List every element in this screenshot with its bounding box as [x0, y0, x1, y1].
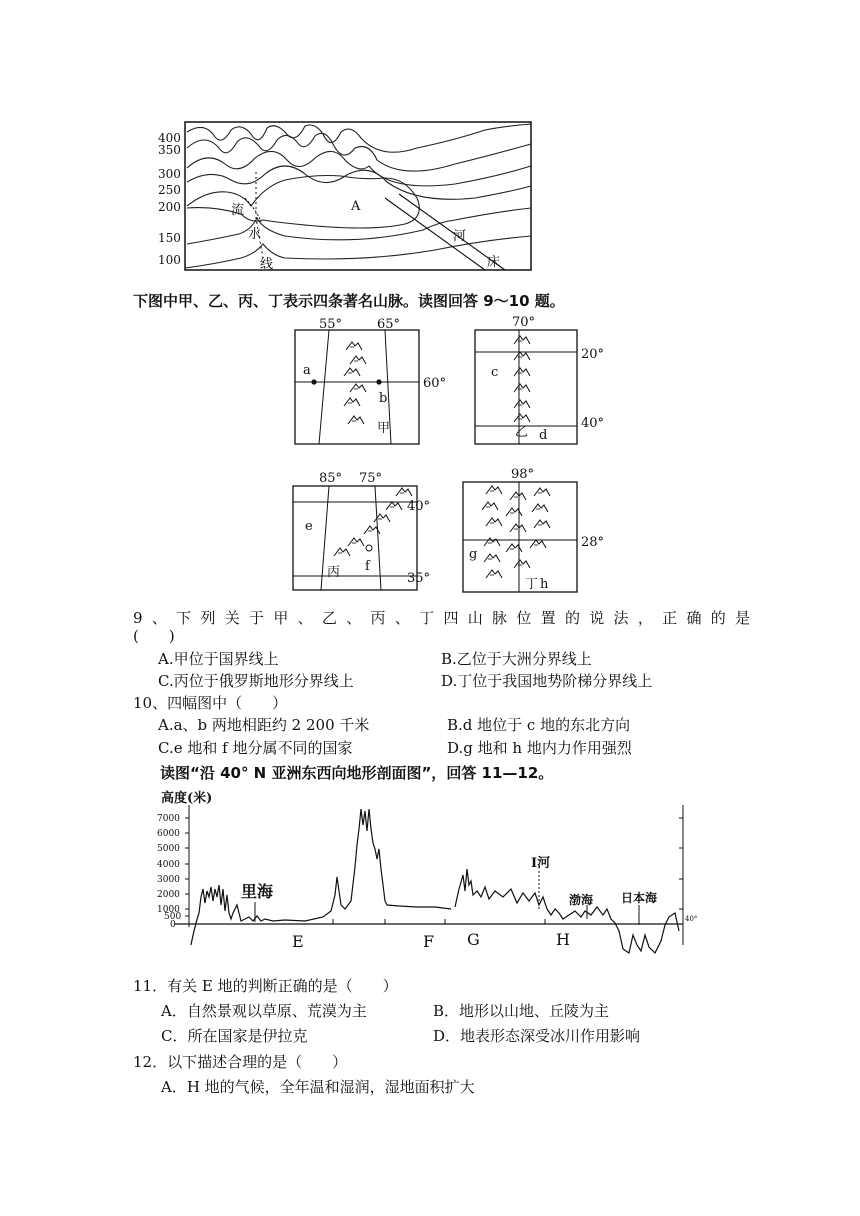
intro-9-10: 下图中甲、乙、丙、丁表示四条著名山脉。读图回答 9～10 题。: [133, 292, 565, 310]
yi-name: 乙: [515, 425, 529, 440]
yi-lat-top: 20°: [581, 347, 605, 362]
flow-label-3: 线: [260, 257, 274, 272]
elev-100: 100: [158, 253, 181, 267]
yi-lon: 70°: [512, 315, 536, 330]
jia-point-b: b: [379, 391, 388, 406]
yi-point-c: c: [491, 365, 499, 380]
jia-lat: 60°: [423, 376, 447, 391]
point-f: F: [423, 932, 435, 951]
ytick-5000: 5000: [157, 844, 180, 854]
q11-option-c: C．所在国家是伊拉克: [161, 1027, 308, 1045]
q12-stem: 12．以下描述合理的是（ ）: [133, 1053, 348, 1071]
jia-point-a: a: [303, 363, 311, 378]
ding-lon: 98°: [511, 467, 535, 482]
ytick-7000: 7000: [157, 814, 180, 824]
ytick-1000: 1000: [157, 905, 180, 915]
flow-label-2: 水: [248, 227, 262, 242]
elev-400: 400: [158, 131, 181, 145]
place-river-i: I河: [531, 856, 551, 871]
profile-chart-svg: [155, 785, 700, 960]
ding-name: 丁: [525, 577, 539, 592]
q10-stem: 10、四幅图中（ ）: [133, 694, 288, 712]
elev-350: 350: [158, 143, 181, 157]
place-japan-sea: 日本海: [621, 891, 658, 905]
q9-option-b: B.乙位于大洲分界线上: [441, 650, 592, 668]
ytick-6000: 6000: [157, 829, 180, 839]
bing-name: 丙: [327, 565, 341, 580]
q11-option-b: B．地形以山地、丘陵为主: [433, 1002, 610, 1020]
area-a-label: A: [351, 199, 361, 214]
map-yi: [475, 315, 604, 444]
q10-option-b: B.d 地位于 c 地的东北方向: [447, 716, 631, 734]
flow-label-1: 流: [231, 203, 245, 218]
q9-paren: ( ): [133, 627, 175, 645]
ytick-4000: 4000: [157, 860, 180, 870]
q11-option-a: A．自然景观以草原、荒漠为主: [161, 1002, 367, 1020]
q9-option-a: A.甲位于国界线上: [158, 650, 279, 668]
map-bing: [293, 471, 430, 590]
bing-lat-top: 40°: [407, 499, 431, 514]
river-label-1: 河: [453, 229, 467, 244]
jia-lon-right: 65°: [377, 317, 401, 332]
q10-option-a: A.a、b 两地相距约 2 200 千米: [158, 716, 370, 734]
ding-point-h: h: [540, 577, 549, 592]
point-e: E: [292, 932, 304, 951]
ytick-3000: 3000: [157, 875, 180, 885]
contour-map-svg: [155, 118, 535, 274]
q9-option-c: C.丙位于俄罗斯地形分界线上: [158, 672, 354, 690]
bing-point-e: e: [305, 519, 313, 534]
bing-lat-bottom: 35°: [407, 571, 431, 586]
bing-lon-right: 75°: [359, 471, 383, 486]
q10-option-d: D.g 地和 h 地内力作用强烈: [447, 739, 632, 757]
map-jia: [295, 317, 446, 444]
mountain-maps-figure: [285, 312, 625, 602]
place-bohai: 渤海: [569, 893, 594, 907]
river-label-2: 床: [487, 255, 501, 270]
point-h: H: [556, 930, 570, 949]
elev-250: 250: [158, 183, 181, 197]
jia-name: 甲: [377, 421, 391, 436]
profile-lat-mark: 40°: [685, 915, 698, 923]
mountain-maps-svg: [285, 312, 625, 602]
jia-lon-left: 55°: [319, 317, 343, 332]
ytick-0: 0: [170, 920, 176, 930]
bing-point-f: f: [365, 559, 370, 574]
ding-lat: 28°: [581, 535, 605, 550]
point-g: G: [467, 930, 480, 949]
ytick-2000: 2000: [157, 890, 180, 900]
elev-200: 200: [158, 200, 181, 214]
q9-stem: 9、下列关于甲、乙、丙、丁四山脉位置的说法，正确的是: [133, 609, 760, 627]
q12-option-a: A．H 地的气候，全年温和湿润，湿地面积扩大: [161, 1078, 475, 1096]
q10-option-c: C.e 地和 f 地分属不同的国家: [158, 739, 353, 757]
ytick-500: 500: [164, 912, 182, 922]
profile-chart-figure: [155, 785, 700, 960]
map-ding: [463, 467, 604, 592]
elev-150: 150: [158, 231, 181, 245]
q11-stem: 11．有关 E 地的判断正确的是（ ）: [133, 977, 398, 995]
bing-lon-left: 85°: [319, 471, 343, 486]
yi-lat-bottom: 40°: [581, 416, 605, 431]
elev-300: 300: [158, 167, 181, 181]
ding-point-g: g: [469, 547, 478, 562]
profile-ylabel: 高度(米): [161, 791, 213, 806]
q9-option-d: D.丁位于我国地势阶梯分界线上: [441, 672, 653, 690]
yi-point-d: d: [539, 428, 548, 443]
place-caspian: 里海: [241, 882, 274, 901]
contour-map-figure: [155, 118, 535, 274]
intro-11-12: 读图“沿 40° N 亚洲东西向地形剖面图”，回答 11—12。: [160, 764, 554, 782]
q11-option-d: D．地表形态深受冰川作用影响: [433, 1027, 641, 1045]
